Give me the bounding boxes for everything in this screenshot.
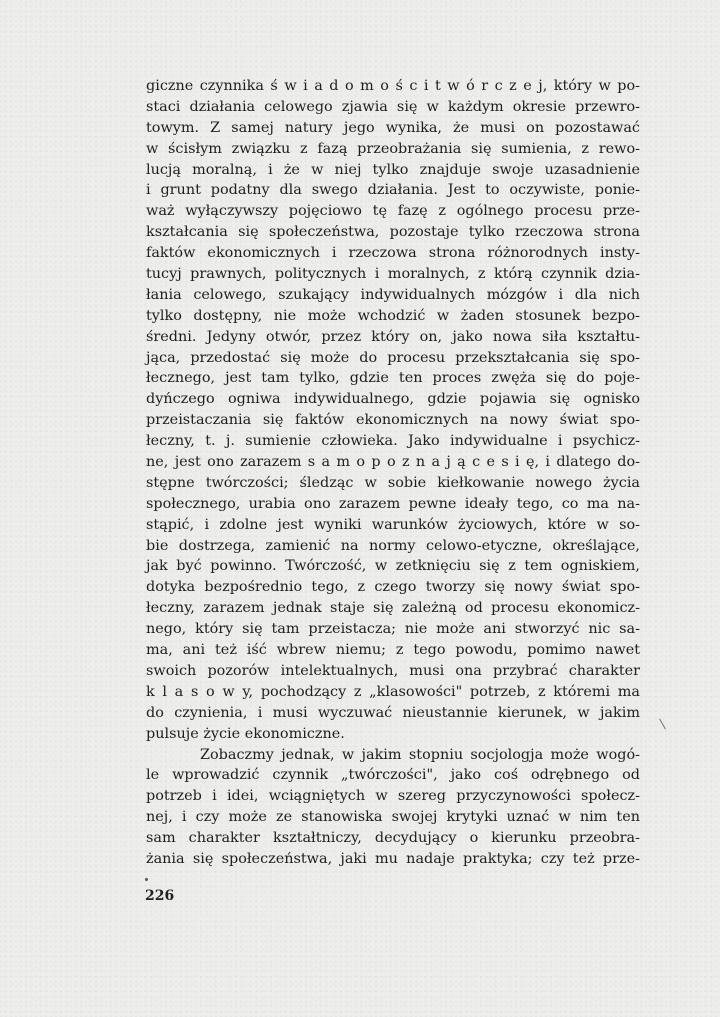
text-line: bie dostrzega, zamienić na normy celowo-etyczne, określające, xyxy=(146,537,640,554)
margin-mark xyxy=(659,719,666,730)
text-line: swoich pozorów intelektualnych, musi ona przybrać charakter xyxy=(146,662,640,679)
text-line: w ścisłym związku z fazą przeobrażania się sumienia, z rewo- xyxy=(146,140,640,157)
text-line: staci działania celowego zjawia się w każdym okresie przewro- xyxy=(146,98,640,115)
text-line: nego, który się tam przeistacza; nie może ani stworzyć nic sa- xyxy=(146,621,640,638)
text-line: ma, ani też iść wbrew niemu; z tego powodu, pomimo nawet xyxy=(146,642,640,659)
text-line: ne, jest ono zarazem s a m o p o z n a j ą c e s i ę, i dlatego do- xyxy=(146,454,640,471)
text-line: Zobaczmy jednak, w jakim stopniu socjologja może wogó- xyxy=(200,746,640,763)
text-line: społecznego, urabia ono zarazem pewne ideały tego, co ma na- xyxy=(146,495,640,512)
text-line: dyńczego ogniwa indywidualnego, gdzie pojawia się ognisko xyxy=(146,391,640,408)
text-line: żania się społeczeństwa, jaki mu nadaje praktyka; czy też prze- xyxy=(146,850,640,867)
text-line: pulsuje życie ekonomiczne. xyxy=(146,725,345,742)
text-line: tylko dostępny, nie może wchodzić w żaden stosunek bezpo- xyxy=(146,307,640,324)
text-line: jąca, przedostać się może do procesu przekształcania się spo- xyxy=(146,349,640,366)
text-line: sam charakter kształtniczy, decydujący o kierunku przeobra- xyxy=(146,830,640,847)
ink-dot xyxy=(145,878,148,881)
text-line: potrzeb i idei, wciągniętych w szereg przyczynowości społecz- xyxy=(146,788,640,805)
text-line: jak być powinno. Twórczość, w zetknięciu się z tem ogniskiem, xyxy=(146,558,640,575)
text-line: faktów ekonomicznych i rzeczowa strona różnorodnych insty- xyxy=(146,245,640,262)
text-line: przeistaczania się faktów ekonomicznych na nowy świat spo- xyxy=(146,412,640,429)
text-line: średni. Jedyny otwór, przez który on, jako nowa siła kształtu- xyxy=(146,328,640,345)
text-line: łeczny, t. j. sumienie człowieka. Jako indywidualne i psychicz- xyxy=(146,433,640,450)
text-line: tucyj prawnych, politycznych i moralnych, z którą czynnik dzia- xyxy=(146,266,640,283)
text-line: stąpić, i zdolne jest wyniki warunków życiowych, które w so- xyxy=(146,516,640,533)
text-line: kształcania się społeczeństwa, pozostaje tylko rzeczowa strona xyxy=(146,224,640,241)
text-line: lucją moralną, i że w niej tylko znajduje swoje uzasadnienie xyxy=(146,161,640,178)
text-line: towym. Z samej natury jego wynika, że musi on pozostawać xyxy=(146,119,640,136)
text-line: waż wyłączywszy pojęciowo tę fazę z ogólnego procesu prze- xyxy=(146,203,640,220)
body-text xyxy=(146,76,640,870)
page-number: 226 xyxy=(145,888,175,904)
text-line: giczne czynnika ś w i a d o m o ś c i t w ó r c z e j, który w po- xyxy=(146,78,640,94)
text-line: łeczny, zarazem jednak staje się zależną od procesu ekonomicz- xyxy=(146,600,640,617)
text-line: stępne twórczości; śledząc w sobie kiełkowanie nowego życia xyxy=(146,474,640,491)
text-line: k l a s o w y, pochodzący z „klasowości" potrzeb, z któremi ma xyxy=(146,683,640,700)
text-line: i grunt podatny dla swego działania. Jest to oczywiste, ponie- xyxy=(146,182,640,199)
text-line: nej, i czy może ze stanowiska swojej krytyki uznać w nim ten xyxy=(146,809,640,826)
text-line: do czynienia, i musi wyczuwać nieustannie kierunek, w jakim xyxy=(146,704,640,721)
text-line: dotyka bezpośrednio tego, z czego tworzy się nowy świat spo- xyxy=(146,579,640,596)
text-line: le wprowadzić czynnik „twórczości", jako coś odrębnego od xyxy=(146,767,640,784)
text-line: łania celowego, szukający indywidualnych mózgów i dla nich xyxy=(146,286,640,303)
text-line: łecznego, jest tam tylko, gdzie ten proces zwęża się do poje- xyxy=(146,370,640,387)
